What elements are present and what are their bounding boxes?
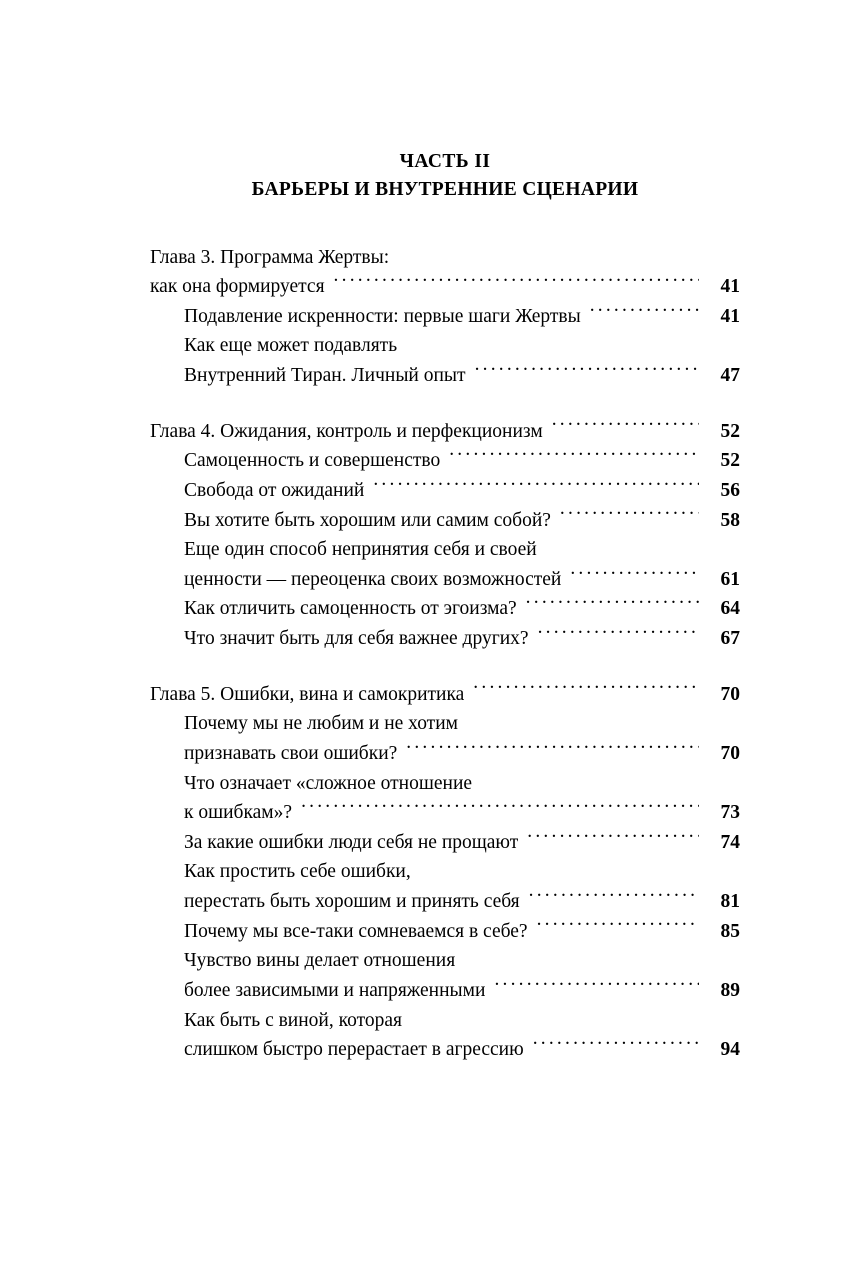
toc-entry-text: Внутренний Тиран. Личный опыт (184, 365, 466, 387)
toc-page-number: 89 (720, 979, 740, 1001)
toc-list (150, 243, 740, 1065)
toc-entry-cont[interactable] (150, 535, 740, 565)
toc-chapter-title[interactable] (150, 243, 740, 273)
toc-page-number: 52 (720, 420, 740, 442)
leader-dots (473, 680, 699, 700)
toc-entry-cont[interactable] (150, 769, 740, 799)
part-heading (150, 148, 740, 205)
toc-entry[interactable] (150, 446, 740, 476)
toc-entry-text: ценности — переоценка своих возможностей (184, 568, 562, 590)
toc-entry-text: признавать свои ошибки? (184, 742, 398, 764)
toc-page-number: 47 (720, 365, 740, 387)
toc-entry-text: Глава 4. Ожидания, контроль и перфекционизм (150, 420, 543, 442)
toc-entry[interactable] (150, 1035, 740, 1065)
toc-entry[interactable] (150, 565, 740, 595)
toc-entry-cont[interactable] (150, 1006, 740, 1036)
leader-dots (301, 799, 699, 819)
leader-dots (570, 565, 699, 585)
leader-dots (546, 536, 699, 556)
toc-page-number: 70 (720, 683, 740, 705)
toc-page-number: 81 (720, 891, 740, 913)
toc-entry-text: Почему мы не любим и не хотим (184, 713, 458, 735)
toc-page-number: 85 (720, 920, 740, 942)
toc-entry[interactable] (150, 624, 740, 654)
leader-dots (533, 1036, 699, 1056)
toc-chapter-block (150, 680, 740, 1065)
leader-dots (552, 417, 699, 437)
toc-entry-text: Почему мы все-таки сомневаемся в себе? (184, 920, 528, 942)
toc-entry-cont[interactable] (150, 857, 740, 887)
toc-page-number: 64 (720, 598, 740, 620)
toc-entry-text: Что означает «сложное отношение (184, 772, 473, 794)
leader-dots (334, 273, 699, 293)
leader-dots (398, 243, 699, 263)
toc-page-number: 56 (720, 479, 740, 501)
toc-chapter-title-cont[interactable] (150, 272, 740, 302)
toc-entry-text: слишком быстро перерастает в агрессию (184, 1039, 524, 1061)
toc-entry-cont[interactable] (150, 331, 740, 361)
toc-entry-text: Как еще может подавлять (184, 335, 398, 357)
toc-entry[interactable] (150, 476, 740, 506)
leader-dots (411, 1006, 699, 1026)
toc-entry[interactable] (150, 594, 740, 624)
toc-entry-text: Самоценность и совершенство (184, 450, 441, 472)
toc-page-number: 74 (720, 831, 740, 853)
toc-chapter-title[interactable] (150, 680, 740, 710)
toc-entry-text: как она формируется (150, 276, 325, 298)
toc-entry[interactable] (150, 361, 740, 391)
leader-dots (420, 858, 699, 878)
toc-page-number: 41 (720, 276, 740, 298)
leader-dots (467, 710, 699, 730)
toc-entry[interactable] (150, 917, 740, 947)
toc-entry[interactable] (150, 798, 740, 828)
toc-entry[interactable] (150, 828, 740, 858)
leader-dots (590, 302, 699, 322)
part-number: ЧАСТЬ II (399, 151, 491, 172)
toc-entry-text: За какие ошибки люди себя не прощают (184, 831, 519, 853)
leader-dots (481, 769, 699, 789)
toc-entry-text: Как отличить самоценность от эгоизма? (184, 598, 517, 620)
toc-page-number: 70 (720, 742, 740, 764)
toc-page-number: 41 (720, 305, 740, 327)
toc-entry-cont[interactable] (150, 946, 740, 976)
toc-page-number: 52 (720, 450, 740, 472)
toc-page-number: 94 (720, 1039, 740, 1061)
toc-page-number: 58 (720, 509, 740, 531)
leader-dots (494, 976, 699, 996)
leader-dots (537, 917, 699, 937)
toc-entry[interactable] (150, 506, 740, 536)
leader-dots (538, 625, 699, 645)
leader-dots (406, 332, 699, 352)
toc-entry-text: Подавление искренности: первые шаги Жертвы (184, 305, 581, 327)
toc-entry-text: Что значит быть для себя важнее других? (184, 628, 529, 650)
toc-chapter-block (150, 417, 740, 654)
toc-entry[interactable] (150, 887, 740, 917)
toc-entry-cont[interactable] (150, 709, 740, 739)
leader-dots (373, 476, 699, 496)
leader-dots (475, 362, 699, 382)
toc-entry-text: Чувство вины делает отношения (184, 950, 456, 972)
leader-dots (464, 947, 699, 967)
toc-entry[interactable] (150, 302, 740, 332)
toc-entry-text: Глава 5. Ошибки, вина и самокритика (150, 683, 465, 705)
toc-entry-text: к ошибкам»? (184, 802, 293, 824)
leader-dots (406, 739, 699, 759)
leader-dots (449, 447, 699, 467)
toc-page-number: 61 (720, 568, 740, 590)
toc-entry-text: Как простить себе ошибки, (184, 861, 411, 883)
toc-entry-text: перестать быть хорошим и принять себя (184, 891, 520, 913)
leader-dots (526, 595, 699, 615)
table-of-contents (150, 148, 740, 1065)
part-title: БАРЬЕРЫ И ВНУТРЕННИЕ СЦЕНАРИИ (251, 179, 639, 201)
toc-page-number: 73 (720, 802, 740, 824)
toc-chapter-block (150, 243, 740, 391)
toc-entry-text: Как быть с виной, которая (184, 1009, 402, 1031)
toc-chapter-title[interactable] (150, 417, 740, 447)
toc-page-number: 67 (720, 628, 740, 650)
toc-entry[interactable] (150, 976, 740, 1006)
toc-entry-text: более зависимыми и напряженными (184, 979, 486, 1001)
leader-dots (560, 506, 699, 526)
leader-dots (527, 828, 699, 848)
toc-entry[interactable] (150, 739, 740, 769)
toc-entry-text: Свобода от ожиданий (184, 479, 365, 501)
toc-entry-text: Вы хотите быть хорошим или самим собой? (184, 509, 551, 531)
leader-dots (529, 888, 699, 908)
toc-entry-text: Глава 3. Программа Жертвы: (150, 246, 390, 268)
toc-entry-text: Еще один способ непринятия себя и своей (184, 539, 537, 561)
